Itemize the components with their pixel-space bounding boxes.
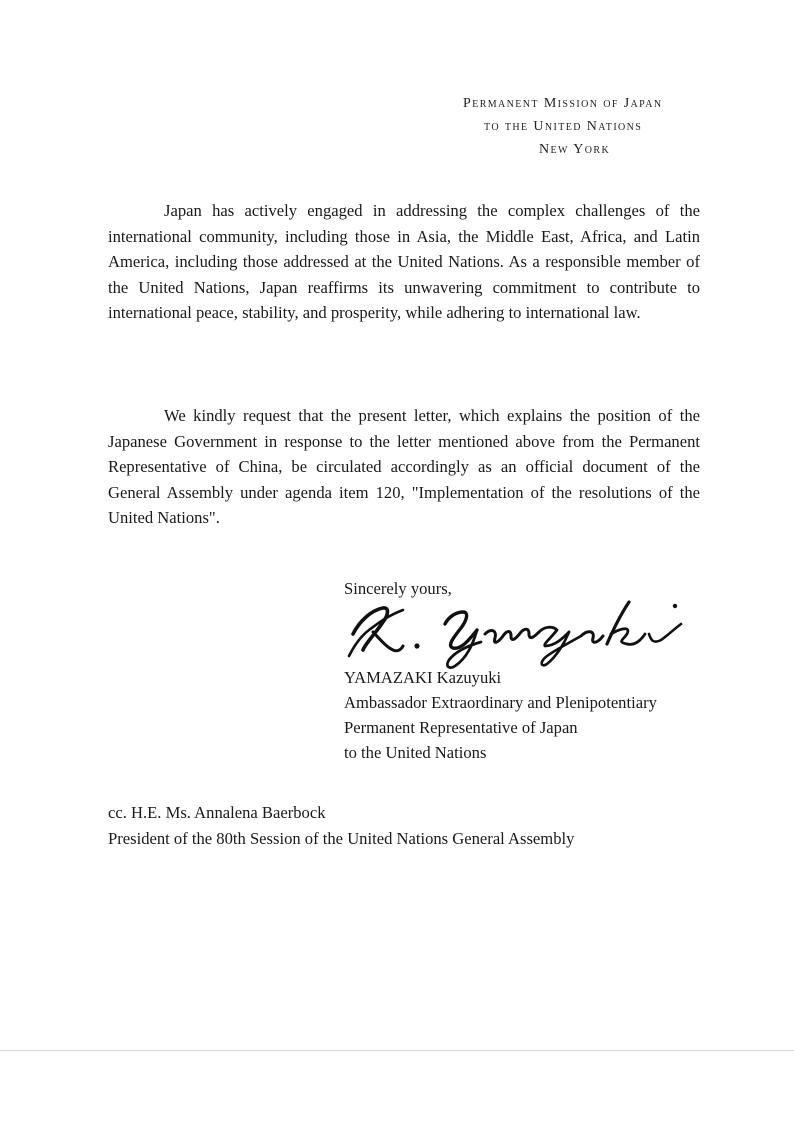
body-paragraph-2: We kindly request that the present letter, which explains the position of the Japanese Government in response to the letter mentioned above from the Permanent Representative of China, be circulated accordingly as an official document of the General Assembly under agenda item 120, "Implementation of the resolutions of the United Nations". (108, 406, 700, 528)
handwritten-signature (345, 594, 690, 672)
letterhead-city: New York (539, 142, 611, 157)
closing-salutation: Sincerely yours, (344, 579, 452, 598)
signatory-title-1: Ambassador Extraordinary and Plenipotentiary (344, 693, 657, 712)
cc-block (108, 800, 574, 852)
signatory-title-2: Permanent Representative of Japan (344, 718, 578, 737)
letterhead-mission: Permanent Mission of Japan (463, 96, 663, 111)
signatory-title-3: to the United Nations (344, 743, 487, 762)
letterhead-organization: to the United Nations (484, 119, 643, 134)
letterhead (400, 92, 760, 161)
signature-block (344, 665, 657, 765)
cc-recipient-title: President of the 80th Session of the United Nations General Assembly (108, 829, 575, 848)
cc-recipient: cc. H.E. Ms. Annalena Baerbock (108, 803, 326, 822)
bottom-divider (0, 1050, 794, 1051)
body-paragraph-1: Japan has actively engaged in addressing the complex challenges of the international community, including those in Asia, the Middle East, Africa, and Latin America, including those addressed at the United Nations. As a responsible member of the United Nations, Japan reaffirms its unwavering commitment to contribute to international peace, stability, and prosperity, while adhering to international law. (108, 201, 700, 323)
signatory-name: YAMAZAKI Kazuyuki (344, 668, 502, 687)
